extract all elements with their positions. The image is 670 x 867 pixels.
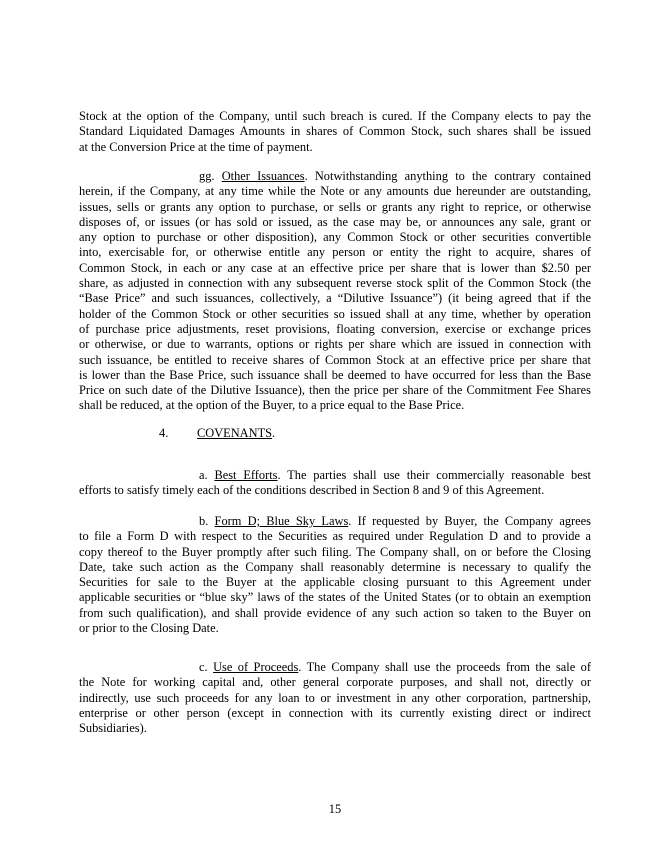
text-run: . If requested by Buyer, the Company agrees [348,514,591,528]
section-title: Other Issuances [221,169,305,183]
text-line: any option to purchase or other disposition), any Common Stock or other securities convertible [79,230,591,245]
text-line: Common Stock, in each or any case at an effective price per share that is lower than $2.50 per [79,260,591,275]
section-label: gg. [199,169,215,183]
section-4-heading [159,426,670,441]
text-line: such issuance, be entitled to receive shares of Common Stock at an effective price per share that [79,352,591,367]
text-line: “Base Price” and such issuances, collectively, a “Dilutive Issuance”) (it being agreed that if the [79,291,591,306]
text-line: herein, if the Company, at any time while the Note or any amounts due hereunder are outstanding, [79,184,591,199]
text-line: to file a Form D with respect to the Securities as required under Regulation D and to provide a [79,529,591,544]
text-line: Date, take such action as the Company shall reasonably determine is necessary to qualify the [79,559,591,574]
text-line: share, as adjusted in connection with any subsequent reverse stock split of the Common Stock (the [79,276,591,291]
section-label: c. [199,660,208,674]
text-run: . The parties shall use their commercially reasonable best [277,468,591,482]
text-line: applicable securities or “blue sky” laws of the states of the United States (or to obtain an exemption [79,590,591,605]
text-run: . The Company shall use the proceeds from the sale of [298,660,591,674]
text-line [79,660,591,675]
text-line: of purchase price adjustments, reset provisions, floating conversion, exercise or exchange prices [79,321,591,336]
text-line [79,514,591,529]
text-line: Securities for sale to the Buyer at the applicable closing pursuant to this Agreement under [79,575,591,590]
section-title: Best Efforts [214,468,278,482]
section-label: b. [199,514,209,528]
text-line: at the Conversion Price at the time of payment. [79,139,313,154]
text-line: copy thereof to the Buyer promptly after such filing. The Company shall, on or before the Closing [79,544,591,559]
section-gg-other-issuances [79,169,591,414]
text-line: is lower than the Base Price, such issuance shall be deemed to have occurred for less than the Base [79,367,591,382]
text-line: disposes of, or issues (or has sold or issued, as the case may be, or announces any sale, grant or [79,214,591,229]
text-line: or otherwise, or due to warrants, options or rights per share which are issued in connection with [79,337,591,352]
paragraph-continuation [79,109,591,155]
section-title: COVENANTS [197,426,273,440]
section-a-best-efforts [79,468,591,499]
text-line: Subsidiaries). [79,721,147,736]
text-line: enterprise or other person (except in connection with its currently existing direct or indirect [79,705,591,720]
text-line: holder of the Common Stock or other securities so issued shall at any time, whether by operation [79,306,591,321]
text-line: the Note for working capital and, other general corporate purposes, and shall not, directly or [79,675,591,690]
page-number: 15 [328,802,342,816]
section-title: Form D; Blue Sky Laws [214,514,349,528]
text-line: issues, sells or grants any option to purchase, or sells or grants any right to reprice, or otherwise [79,199,591,214]
text-run: . Notwithstanding anything to the contrary contained [304,169,591,183]
text-line: Price on such date of the Dilutive Issuance), then the price per share of the Commitment Fee Shares [79,383,591,398]
text-line: shall be reduced, at the option of the Buyer, to a price equal to the Base Price. [79,398,465,413]
text-line: efforts to satisfy timely each of the conditions described in Section 8 and 9 of this Agreement. [79,483,545,498]
section-label: a. [199,468,208,482]
section-b-form-d [79,514,591,636]
text-line: into, exercisable for, or otherwise entitle any person or entity the right to acquire, shares of [79,245,591,260]
text-run: . [272,426,276,440]
section-c-use-of-proceeds [79,660,591,736]
text-line: Stock at the option of the Company, until such breach is cured. If the Company elects to pay the [79,109,591,123]
text-line: or prior to the Closing Date. [79,621,219,636]
section-title: Use of Proceeds [213,660,299,674]
text-line: indirectly, use such proceeds for any loan to or investment in any other corporation, partnership, [79,690,591,705]
text-line: Standard Liquidated Damages Amounts in shares of Common Stock, such shares shall be issued [79,124,591,139]
section-number: 4. [159,426,169,440]
text-line [79,169,591,184]
text-line: from such qualification), and shall provide evidence of any such action so taken to the Buyer on [79,605,591,620]
text-line [79,468,591,483]
